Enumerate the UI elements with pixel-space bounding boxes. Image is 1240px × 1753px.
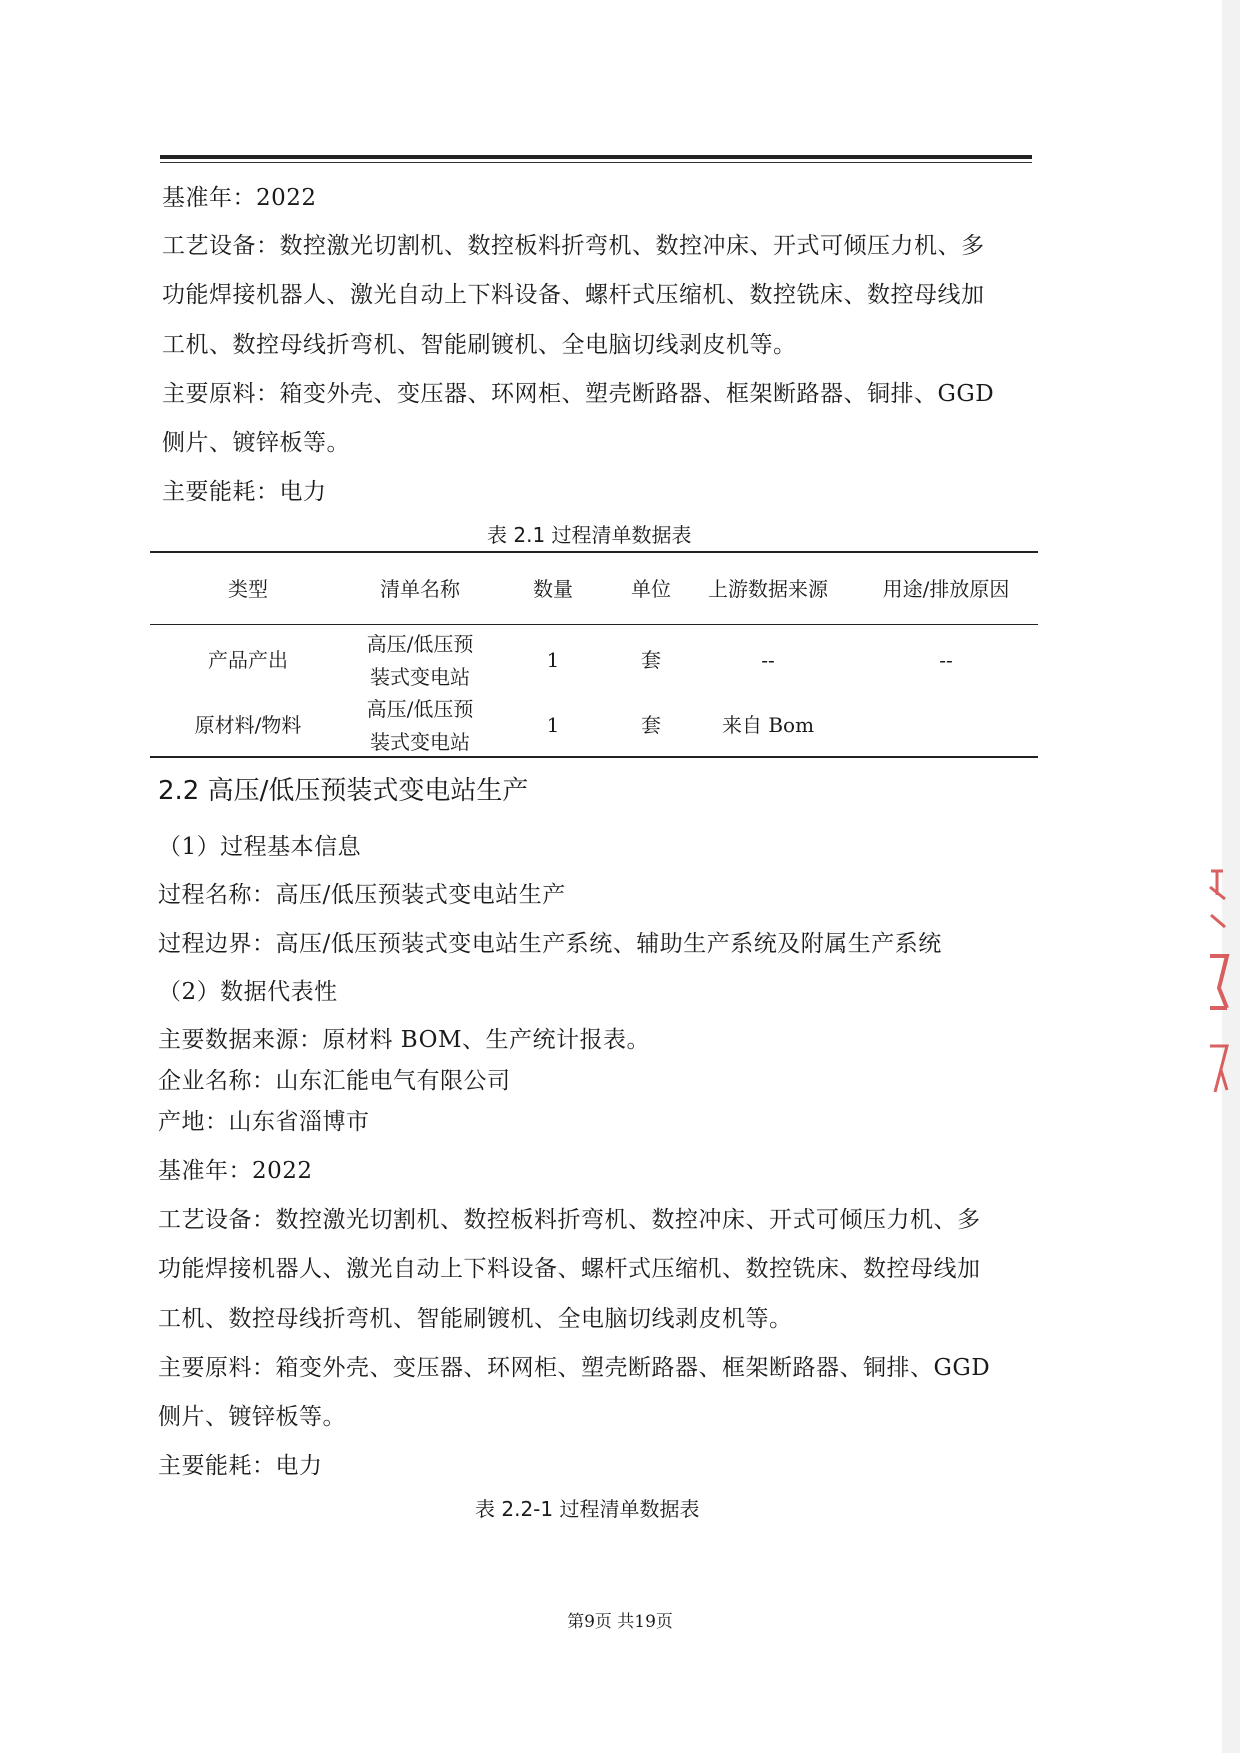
row2-unit: 套 — [641, 713, 661, 737]
subheading-basic-info: （1）过程基本信息 — [158, 834, 362, 860]
process-boundary-line: 过程边界：高压/低压预装式变电站生产系统、辅助生产系统及附属生产系统 — [158, 931, 942, 957]
row1-type: 产品产出 — [208, 648, 288, 672]
row2-name-line2: 装式变电站 — [370, 730, 470, 754]
table-bottom-border — [150, 756, 1038, 758]
header-unit: 单位 — [631, 577, 671, 601]
materials-line-2-2: 侧片、镀锌板等。 — [158, 1404, 346, 1430]
process-name-line: 过程名称：高压/低压预装式变电站生产 — [158, 882, 566, 908]
energy-line-2: 主要能耗：电力 — [158, 1453, 323, 1479]
equipment-line-1: 工艺设备：数控激光切割机、数控板料折弯机、数控冲床、开式可倾压力机、多 — [162, 233, 985, 259]
header-qty: 数量 — [533, 577, 573, 601]
equipment-line-2: 功能焊接机器人、激光自动上下料设备、螺杆式压缩机、数控铣床、数控母线加 — [162, 282, 985, 308]
header-purpose: 用途/排放原因 — [882, 577, 1010, 601]
header-rule-thin — [160, 162, 1032, 163]
row1-name-line2: 装式变电站 — [370, 665, 470, 689]
materials-line-2: 侧片、镀锌板等。 — [162, 430, 350, 456]
equipment-line-3: 工机、数控母线折弯机、智能刷镀机、全电脑切线剥皮机等。 — [162, 332, 797, 358]
table-2-2-1-caption: 表 2.2-1 过程清单数据表 — [475, 1497, 700, 1521]
data-source-line: 主要数据来源：原材料 BOM、生产统计报表。 — [158, 1027, 651, 1053]
equipment-line-2-2: 功能焊接机器人、激光自动上下料设备、螺杆式压缩机、数控铣床、数控母线加 — [158, 1256, 981, 1282]
row2-source: 来自 Bom — [721, 713, 815, 737]
row2-qty: 1 — [546, 713, 560, 737]
section-heading: 2.2 高压/低压预装式变电站生产 — [158, 776, 529, 806]
row2-name-line1: 高压/低压预 — [366, 697, 474, 721]
table-top-border — [150, 551, 1038, 553]
row1-purpose: -- — [939, 648, 953, 672]
table-2-1-caption: 表 2.1 过程清单数据表 — [487, 523, 692, 547]
origin-line: 产地：山东省淄博市 — [158, 1109, 370, 1135]
row1-unit: 套 — [641, 648, 661, 672]
equipment-line-2-3: 工机、数控母线折弯机、智能刷镀机、全电脑切线剥皮机等。 — [158, 1306, 793, 1332]
seal-fragment-2 — [1207, 948, 1231, 1027]
header-type: 类型 — [228, 577, 268, 601]
row2-type: 原材料/物料 — [194, 713, 302, 737]
equipment-line-2-1: 工艺设备：数控激光切割机、数控板料折弯机、数控冲床、开式可倾压力机、多 — [158, 1207, 981, 1233]
page-footer: 第9页 共19页 — [567, 1612, 673, 1632]
subheading-representativeness: （2）数据代表性 — [158, 979, 338, 1005]
seal-fragment-1 — [1207, 865, 1229, 944]
table-header-border — [150, 624, 1038, 625]
energy-line: 主要能耗：电力 — [162, 479, 327, 505]
header-name: 清单名称 — [380, 577, 460, 601]
header-source: 上游数据来源 — [708, 577, 828, 601]
seal-fragment-3 — [1207, 1040, 1231, 1109]
company-line: 企业名称：山东汇能电气有限公司 — [158, 1068, 511, 1094]
header-rule-thick — [160, 155, 1032, 159]
base-year-line-2: 基准年：2022 — [158, 1158, 313, 1184]
base-year-line: 基准年：2022 — [162, 185, 317, 211]
row1-source: -- — [761, 648, 775, 672]
row1-qty: 1 — [546, 648, 560, 672]
row1-name-line1: 高压/低压预 — [366, 632, 474, 656]
materials-line-2-1: 主要原料：箱变外壳、变压器、环网柜、塑壳断路器、框架断路器、铜排、GGD — [158, 1355, 991, 1381]
materials-line-1: 主要原料：箱变外壳、变压器、环网柜、塑壳断路器、框架断路器、铜排、GGD — [162, 381, 995, 407]
